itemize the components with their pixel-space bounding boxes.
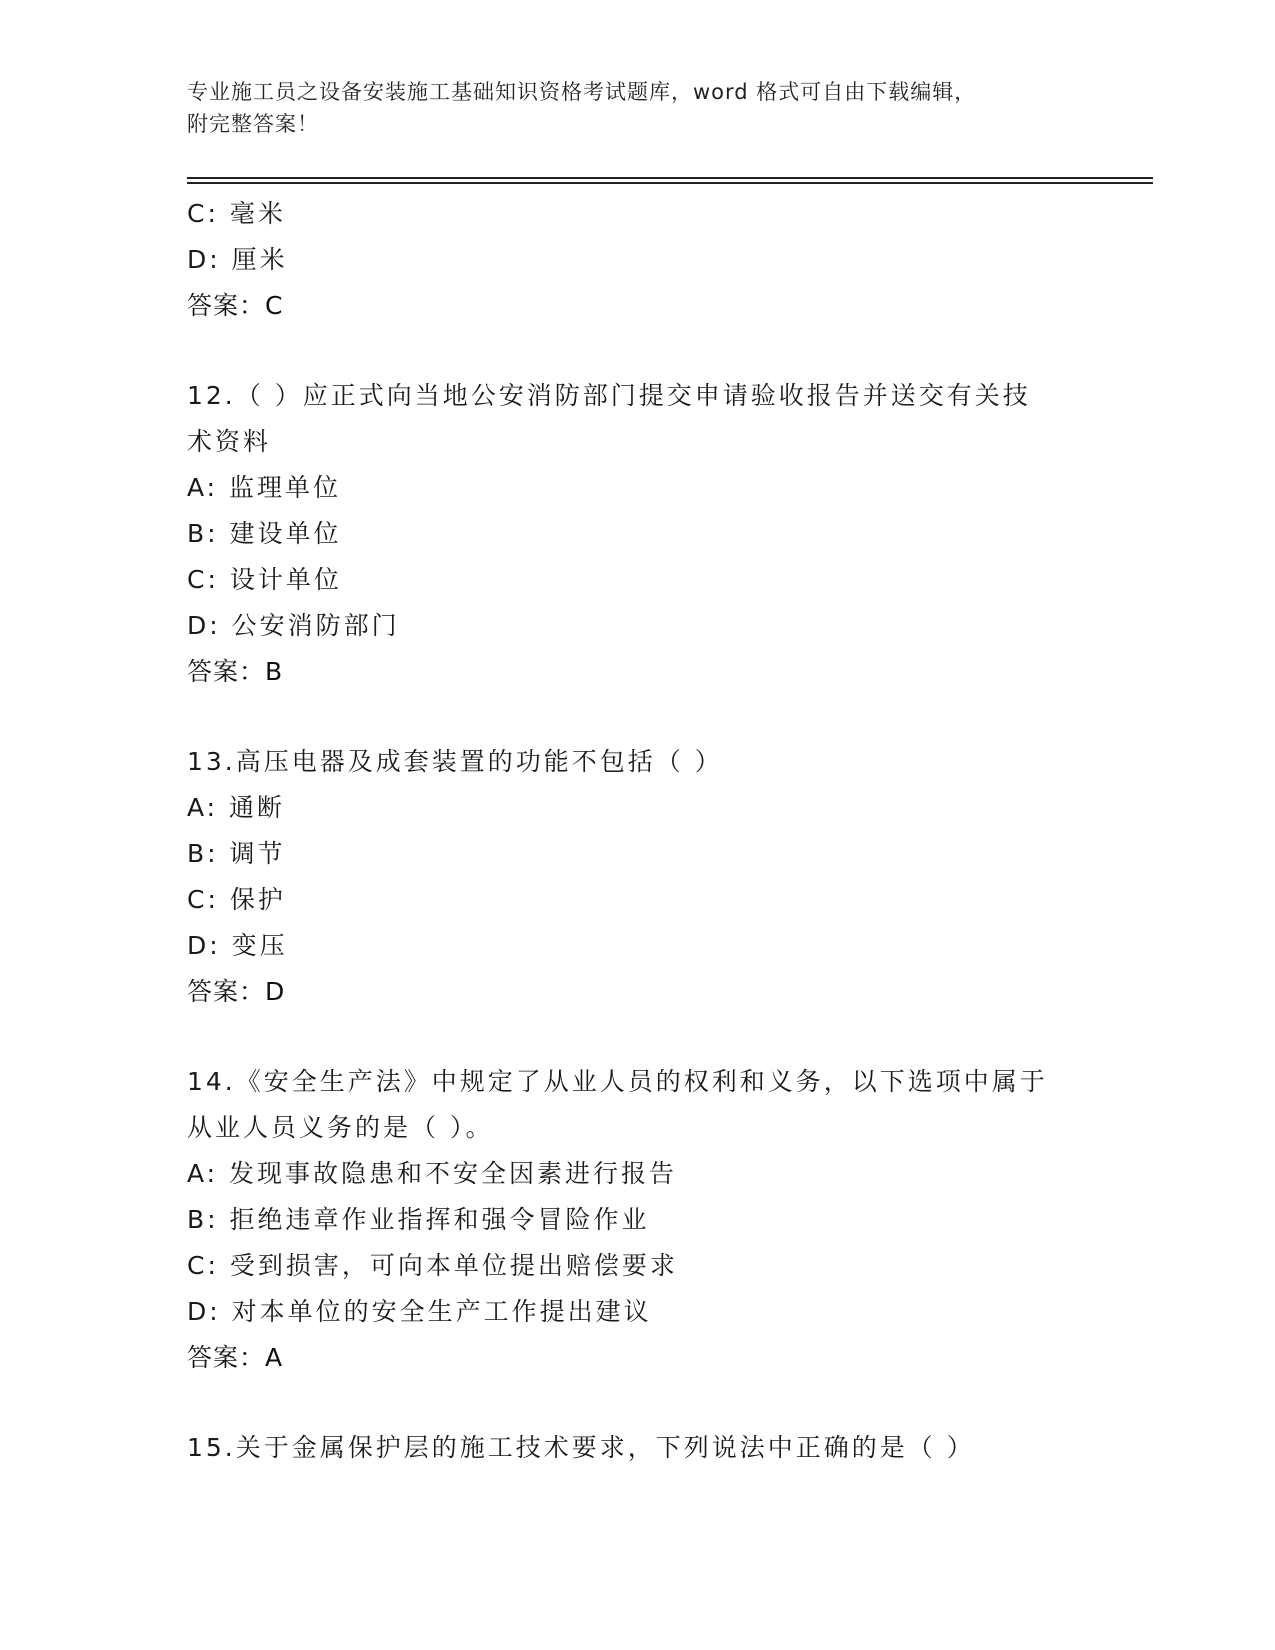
question-14 xyxy=(187,1059,1087,1381)
question-list xyxy=(187,191,1087,1471)
question-line: 15.关于金属保护层的施工技术要求，下列说法中正确的是（ ） xyxy=(187,1433,975,1462)
answer-label: 答案：C xyxy=(187,291,284,320)
option-c: C: 保护 xyxy=(187,885,286,914)
option-a: A: 通断 xyxy=(187,793,286,822)
question-line: 13.高压电器及成套装置的功能不包括（ ） xyxy=(187,747,723,776)
answer-label: 答案：B xyxy=(187,657,284,686)
header-line-2: 附完整答案！ xyxy=(187,112,319,136)
question-line: 从业人员义务的是（ ）。 xyxy=(187,1113,494,1142)
answer-label: 答案：D xyxy=(187,977,286,1006)
question-text xyxy=(187,1425,1087,1471)
option-a: A: 监理单位 xyxy=(187,473,342,502)
option-c: C: 受到损害，可向本单位提出赔偿要求 xyxy=(187,1251,678,1280)
question-text xyxy=(187,739,1087,785)
option-d: D: 变压 xyxy=(187,931,288,960)
question-text xyxy=(187,373,1087,465)
question-13 xyxy=(187,739,1087,1015)
option-d: D: 公安消防部门 xyxy=(187,611,400,640)
question-line: 14.《安全生产法》中规定了从业人员的权利和义务，以下选项中属于 xyxy=(187,1067,1048,1096)
question-15 xyxy=(187,1425,1087,1471)
option-d: D: 对本单位的安全生产工作提出建议 xyxy=(187,1297,652,1326)
question-line: 12.（ ）应正式向当地公安消防部门提交申请验收报告并送交有关技 xyxy=(187,381,1031,410)
header-divider-top xyxy=(187,177,1153,179)
document-header xyxy=(187,76,1087,140)
question-text xyxy=(187,1059,1087,1151)
option-b: B: 拒绝违章作业指挥和强令冒险作业 xyxy=(187,1205,650,1234)
answer-label: 答案：A xyxy=(187,1343,284,1372)
option-a: A: 发现事故隐患和不安全因素进行报告 xyxy=(187,1159,678,1188)
question-12 xyxy=(187,373,1087,695)
option-c: C: 毫米 xyxy=(187,199,286,228)
option-b: B: 调节 xyxy=(187,839,286,868)
option-c: C: 设计单位 xyxy=(187,565,342,594)
question-line: 术资料 xyxy=(187,427,272,456)
header-divider-bottom xyxy=(187,182,1153,184)
question-fragment xyxy=(187,191,1087,329)
option-d: D: 厘米 xyxy=(187,245,288,274)
option-b: B: 建设单位 xyxy=(187,519,342,548)
header-line-1: 专业施工员之设备安装施工基础知识资格考试题库，word 格式可自由下载编辑， xyxy=(187,80,977,104)
